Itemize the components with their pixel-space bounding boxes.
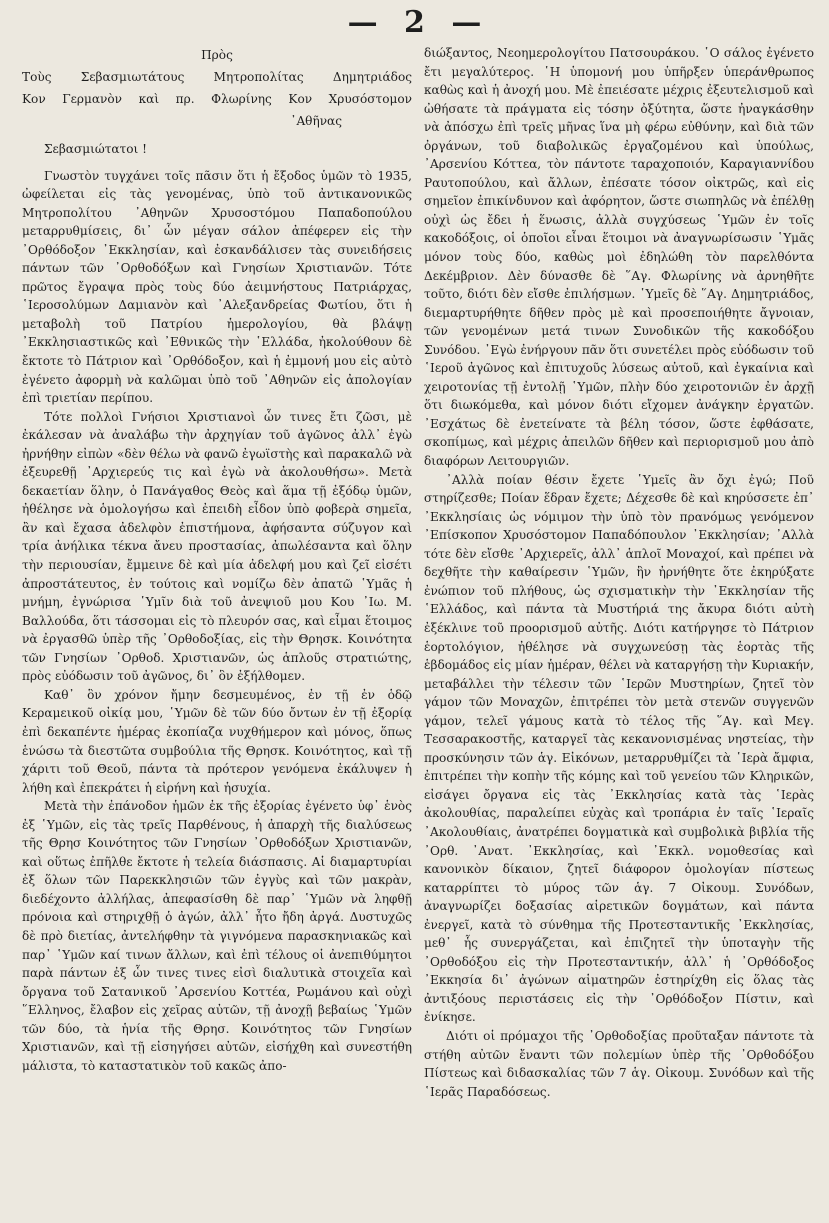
- left-column: [22, 44, 412, 1101]
- paragraph: διώξαντος, Νεοημερολογίτου Πατσουράκου. ῾Ο σάλος ἐγένετο ἔτι μεγαλύτερος. ῾Η ὑπομονή μου ὑπῆρξεν ὑπεράνθρωπος καθὼς καὶ ἡ ἀνοχή μου. Μὲ ἐπειέσατε μέχρις ἐξευτελισμοῦ καὶ ὠθήσατε τὰ πράγματα εἰς τόσην ὀξύτητα, ὥστε ἠναγκάσθην νὰ ἀπόσχω ἐπὶ τρεῖς μῆνας ἵνα μὴ φέρω εὐθύνην, καὶ διὰ τῶν ὀργάνων, τοῦ διαβολικῶς ἐργαζομένου καὶ ὑπούλως, ᾿Αρσενίου Κόττεα, τὸν πάντοτε ταραχοποιόν, Καραγιαννίδου Ραυτοπούλου, καὶ ἄλλων, ἐπέσατε τόσον οἰκτρῶς, καὶ εἰς σημεῖον ἐπικίνδυνον καὶ ἀφόρητον, ὥστε σιωπηλῶς νὰ ἐπέλθῃ οὐχὶ ὡς ἔδει ἡ ἕνωσις, ἀλλὰ συγχύσεως ῾Υμῶν ἐν τοῖς κακοδόξοις, οἱ ὁποῖοι εἶναι ἕτοιμοι νὰ ἀναγνωρίσωσιν ῾Υμᾶς μόνον τοὺς δύο, καθὼς μοὶ ἐδηλώθη τὸν παρελθόντα Δεκέμβριον. Δὲν δύνασθε δὲ ῞Αγ. Φλωρίνης νὰ ἀρνηθῆτε τοῦτο, διότι δὲν εἴσθε ἐπιλήσμων. ῾Υμεῖς δὲ ῞Αγ. Δημητριάδος, διεμαρτυρήθητε δῆθεν πρὸς μὲ καὶ προσεποιήθητε ἄγνοιαν, τῶν γενομένων μετά τινων Συνοδικῶν τῆς κακοδόξου Συνόδου. ᾿Εγὼ ἐνήργουν πᾶν ὅτι συνετέλει πρὸς εὐόδωσιν τοῦ ῾Ιεροῦ ἀγῶνος καὶ ἐπιτυχοῦς λύσεως αὐτοῦ, καὶ ἐγκαίνια καὶ χειροτονίας τῇ ἐντολῇ ῾Υμῶν, πλὴν δύο χειροτονιῶν ἐν ἀρχῇ ὅτι διωκόμεθα, καὶ μόνον διότι εἴχομεν ἀνάγκην ἐργατῶν. ᾿Εσχάτως δὲ ἐνετείνατε τὰ βέλη τόσον, ὥστε ἐφθάσατε, σκοπίμως, καὶ μέχρις ἀπειλῶν δῆθεν καὶ περιορισμοῦ μου ἀπὸ διαφόρων Λειτουργιῶν.: [424, 46, 814, 469]
- paragraph: Καθ᾿ ὃν χρόνον ἤμην δεσμευμένος, ἐν τῇ ἐν ὁδῷ Κεραμεικοῦ οἰκίᾳ μου, ῾Υμῶν δὲ τῶν δύο ὄντων ἐν τῇ ἐξορίᾳ ἐπὶ δεκαπέντε ἡμέρας ἐκοπίαζα νυχθήμερον καὶ μόνος, ὅπως ἑνώσω τὰ διεστῶτα συμβούλια τῆς Θρησκ. Κοινότητος, καὶ τῇ χάριτι τοῦ Θεοῦ, πάντα τὰ πρότερον γενόμενα ἐκάλυψεν ἡ λήθη καὶ ἐπεκράτει ἡ εἰρήνη καὶ ἡσυχία.: [22, 687, 412, 795]
- right-column: [424, 44, 814, 1101]
- paragraph: Διότι οἱ πρόμαχοι τῆς ᾿Ορθοδοξίας προῦταξαν πάντοτε τὰ στήθη αὐτῶν ἔναντι τῶν πολεμίων ὑπὲρ τῆς ᾿Ορθοδόξου Πίστεως καὶ διδασκαλίας τῶν 7 ἁγ. Οἰκουμ. Συνόδων καὶ τῆς ῾Ιερᾶς Παραδόσεως.: [424, 1028, 814, 1099]
- address-to: Πρὸς: [201, 48, 233, 62]
- page-number: — 2 —: [347, 5, 490, 40]
- paragraph: Τότε πολλοὶ Γνήσιοι Χριστιανοὶ ὧν τινες ἔτι ζῶσι, μὲ ἐκάλεσαν νὰ ἀναλάβω τὴν ἀρχηγίαν τοῦ ἀγῶνος ἀλλ᾿ ἐγὼ ἠρνήθην εἰπὼν «δὲν θέλω νὰ φανῶ ἐγωϊστὴς καὶ παρακαλῶ νὰ ἐξευρεθῇ ᾿Αρχιερεύς τις καὶ ἐγὼ νὰ ἀκολουθήσω». Μετὰ δεκαετίαν ὅλην, ὁ Πανάγαθος Θεὸς καὶ ἅμα τῇ ἐξόδῳ ὑμῶν, ἠθέλησε νὰ ὁμολογήσω καὶ ἐπειδὴ εἶδον ὑπὸ φοβερὰ σημεῖα, ἂν καὶ ἔχασα ἀδελφὸν ἐπιστήμονα, ἀφήσαντα σύζυγον καὶ τρία ἀνήλικα τέκνα ἄνευ προστασίας, ἀπωλέσαντα καὶ ὅλην τὴν περιουσίαν, ἔμμεινε δὲ καὶ μία ἀδελφή μου καὶ ζεῖ εἰσέτι ἀπροστάτευτος, ἐν τούτοις καὶ νομίζω δὲν ἀπατῶ ῾Υμᾶς ἡ μνήμη, ἐγνώρισα ῾Υμῖν διὰ τοῦ ἀνεψιοῦ μου Κου ᾿Ιω. Μ. Βαλλούδα, ὅτι τάσσομαι εἰς τὸ πλευρόν σας, καὶ εἶμαι ἕτοιμος νὰ ἐργασθῶ ὑπὲρ τῆς ᾿Ορθοδοξίας, εἰς τὴν Θρησκ. Κοινότητα τῶν Γνησίων ᾿Ορθοδ. Χριστιανῶν, ὡς ἁπλοῦς στρατιώτης, πρὸς εὐόδωσιν τοῦ ἀγῶνος, δι᾿ ὃν ἐξήλθομεν.: [22, 409, 412, 684]
- address-line-2: Κον Γερμανὸν καὶ πρ. Φλωρίνης Κον Χρυσόστομον: [22, 92, 412, 106]
- paragraph: ᾿Αλλὰ ποίαν θέσιν ἔχετε ῾Υμεῖς ἂν ὄχι ἐγώ; Ποῦ στηρίζεσθε; Ποίαν ἕδραν ἔχετε; Δέχεσθε δὲ καὶ κηρύσσετε ἐπ᾿ ᾿Εκκλησίαις ὡς νόμιμον τὴν ὑπὸ τὸν πρανόμως γενόμενον ᾿Επίσκοπον Χρυσόστομον Παπαδόπουλον ᾿Εκκλησίαν; ᾿Αλλὰ τότε δὲν εἴσθε ᾿Αρχιερεῖς, ἀλλ᾿ ἁπλοῖ Μοναχοί, καὶ πρέπει νὰ δεχθῆτε τὴν καθαίρεσιν ῾Υμῶν, ἣν ἠρνήθητε ὅτε ἐκηρύξατε ἐνώπιον τοῦ πλήθους, ὡς σχισματικὴν τὴν ᾿Εκκλησίαν τῆς ῾Ελλάδος, καὶ πάντα τὰ Μυστήριά της ἄκυρα διότι αὐτὴ ἐξέκλινε τοῦ προορισμοῦ αὐτῆς. Διότι κατήργησε τὸ Πάτριον ἑορτολόγιον, ἠθέλησε νὰ συγχωνεύσῃ τὰς ἑορτὰς τῆς ἑβδομάδος εἰς μίαν ἡμέραν, θέλει νὰ καταργήσῃ τὴν Κυριακήν, μεταβάλλει τὴν τέλεσιν τῶν ῾Ιερῶν Μυστηρίων, ζητεῖ τὸν γάμον τῶν Μοναχῶν, ἐπιτρέπει τὸν μετὰ στενῶν συγγενῶν γάμον, τελεῖ γάμους κατὰ τὸ τέλος τῆς ῞Αγ. καὶ Μεγ. Τεσσαρακοστῆς, καταργεῖ τὰς κεκανονισμένας νηστείας, τὴν προσκύνησιν τῶν ἁγ. Εἰκόνων, μεταρρυθμίζει τὰ ῾Ιερὰ ἄμφια, ἐπιτρέπει τὴν κοπὴν τῆς κόμης καὶ τοῦ γενείου τῶν Κληρικῶν, εἰσάγει ὄργανα εἰς τὰς ᾿Εκκλησίας κατὰ τὰς ῾Ιερὰς ἀκολουθίας, παραλείπει εὐχὰς καὶ τροπάρια ἐν ταῖς ῾Ιεραῖς ᾿Ακολουθίαις, ἀνατρέπει δογματικὰ καὶ συμβολικὰ βιβλία τῆς ᾿Ορθ. ᾿Ανατ. ᾿Εκκλησίας, καὶ ᾿Εκκλ. νομοθεσίας καὶ κανονικὸν δίκαιον, ζητεῖ διάφορον ὁμολογίαν πίστεως καταρρίπτει τὸ μύρος τῶν ἁγ. 7 Οἰκουμ. Συνόδων, ἀναγνωρίζει δοξασίας αἱρετικῶν δογμάτων, καὶ πάντα ἐνεργεῖ, κατὰ τὸ σύνθημα τῆς Προτεσταντικῆς ᾿Εκκλησίας, μεθ᾿ ἧς συνεργάζεται, καὶ ἐπιζητεῖ τὴν ὑποταγὴν τῆς ᾿Ορθοδόξου εἰς τὴν Προτεσταντικήν, ἀλλ᾿ ἡ ᾿Ορθόδοξος ᾿Εκκησία δι᾿ ἀγώνων αἱματηρῶν ἐστηρίχθη εἰς ὅλας τὰς ἀντιξόους περιστάσεις εἰς τὴν ᾿Ορθόδοξον Πίστιν, καὶ ἐνίκησε.: [424, 472, 814, 1025]
- address-city: ᾿Αθῆνας: [290, 114, 342, 128]
- text-columns: [22, 44, 815, 1101]
- paragraph: Μετὰ τὴν ἐπάνοδον ἡμῶν ἐκ τῆς ἐξορίας ἐγένετο ὑφ᾿ ἑνὸς ἐξ ῾Υμῶν, εἰς τὰς τρεῖς Παρθένους, ἡ ἀπαρχὴ τῆς διαλύσεως τῆς Θρησ Κοινότητος τῶν Γνησίων ᾿Ορθοδόξων Χριστιανῶν, καὶ οὕτως ἐπῆλθε ἔκτοτε ἡ τελεία διάσπασις. Αἱ διαμαρτυρίαι ἐξ ὅλων τῶν Παρεκκλησιῶν τῶν ἐγγὺς καὶ τῶν μακρὰν, διεδέχοντο ἀλλήλας, ἀπεφασίσθη δὲ παρ᾿ ῾Υμῶν νὰ ληφθῇ πρόνοια καὶ στηριχθῇ ὁ ἀγών, ἀλλ᾿ ἦτο ἤδη ἀργά. Δυστυχῶς δὲ πρὸ διετίας, ἀντελήφθην τὰ γιγνόμενα παρασκηνιακῶς καὶ παρ᾿ ῾Υμῶν καί τινων ἄλλων, καὶ ἐπὶ τέλους οἱ ἀνεπιθύμητοι παρὰ πάντων ἐξ ὧν τινες τινες εἰσὶ διαλυτικὰ στοιχεῖα καὶ ὄργανα τοῦ Σατανικοῦ ᾿Αρσενίου Κοττέα, Ρωμάνου καὶ οὐχὶ ῞Ελληνος, ἔλαβον εἰς χεῖρας αὐτῶν, τῇ ἀνοχῇ βεβαίως ῾Υμῶν τῶν δύο, τὰ ἡνία τῆς Θρησ. Κοινότητος τῶν Γνησίων Χριστιανῶν, καὶ τῇ εἰσηγήσει αὐτῶν, εἰσήχθη καὶ συνεστήθη μάλιστα, τὸ καταστατικὸν τοῦ κακῶς ἀπο-: [22, 799, 412, 1073]
- paragraph: Γνωστὸν τυγχάνει τοῖς πᾶσιν ὅτι ἡ ἔξοδος ὑμῶν τὸ 1935, ὠφείλεται εἰς τὰς γενομένας, ὑπὸ τοῦ ἀντικανονικῶς Μητροπολίτου ᾿Αθηνῶν Χρυσοστόμου Παπαδοπούλου μεταρρυθμίσεις, δι᾿ ὧν μέγαν σάλον ἀπέφερεν εἰς τὴν ᾿Ορθόδοξον ᾿Εκκλησίαν, καὶ ἐσκανδάλισεν τὰς συνειδήσεις πάντων τῶν ᾿Ορθοδόξων καὶ Γνησίων Χριστιανῶν. Τότε πρῶτος ἔγραψα πρὸς τοὺς δύο ἀειμνήστους Πατριάρχας, ῾Ιεροσολύμων Δαμιανὸν καὶ ᾿Αλεξανδρείας Φωτίου, ὅτι ἡ μεταβολὴ τοῦ Πατρίου ἡμερολογίου, θὰ βλάψῃ ᾿Εκκλησιαστικῶς καὶ ᾿Εθνικῶς τὴν ῾Ελλάδα, ἠκολούθουν δὲ ἔκτοτε τὸ Πάτριον καὶ ᾿Ορθόδοξον, καὶ ἡ ἐμμονή μου εἰς αὐτὸ ἐγένετο ἀφορμὴ νὰ καλῶμαι ὑπὸ τοῦ ᾿Αθηνῶν εἰς ἀπολογίαν ἐπὶ τριετίαν περίπου.: [22, 168, 412, 406]
- salutation: Σεβασμιώτατοι !: [44, 142, 147, 156]
- address-line-1: Τοὺς Σεβασμιωτάτους Μητροπολίτας Δημητριάδος: [22, 70, 412, 84]
